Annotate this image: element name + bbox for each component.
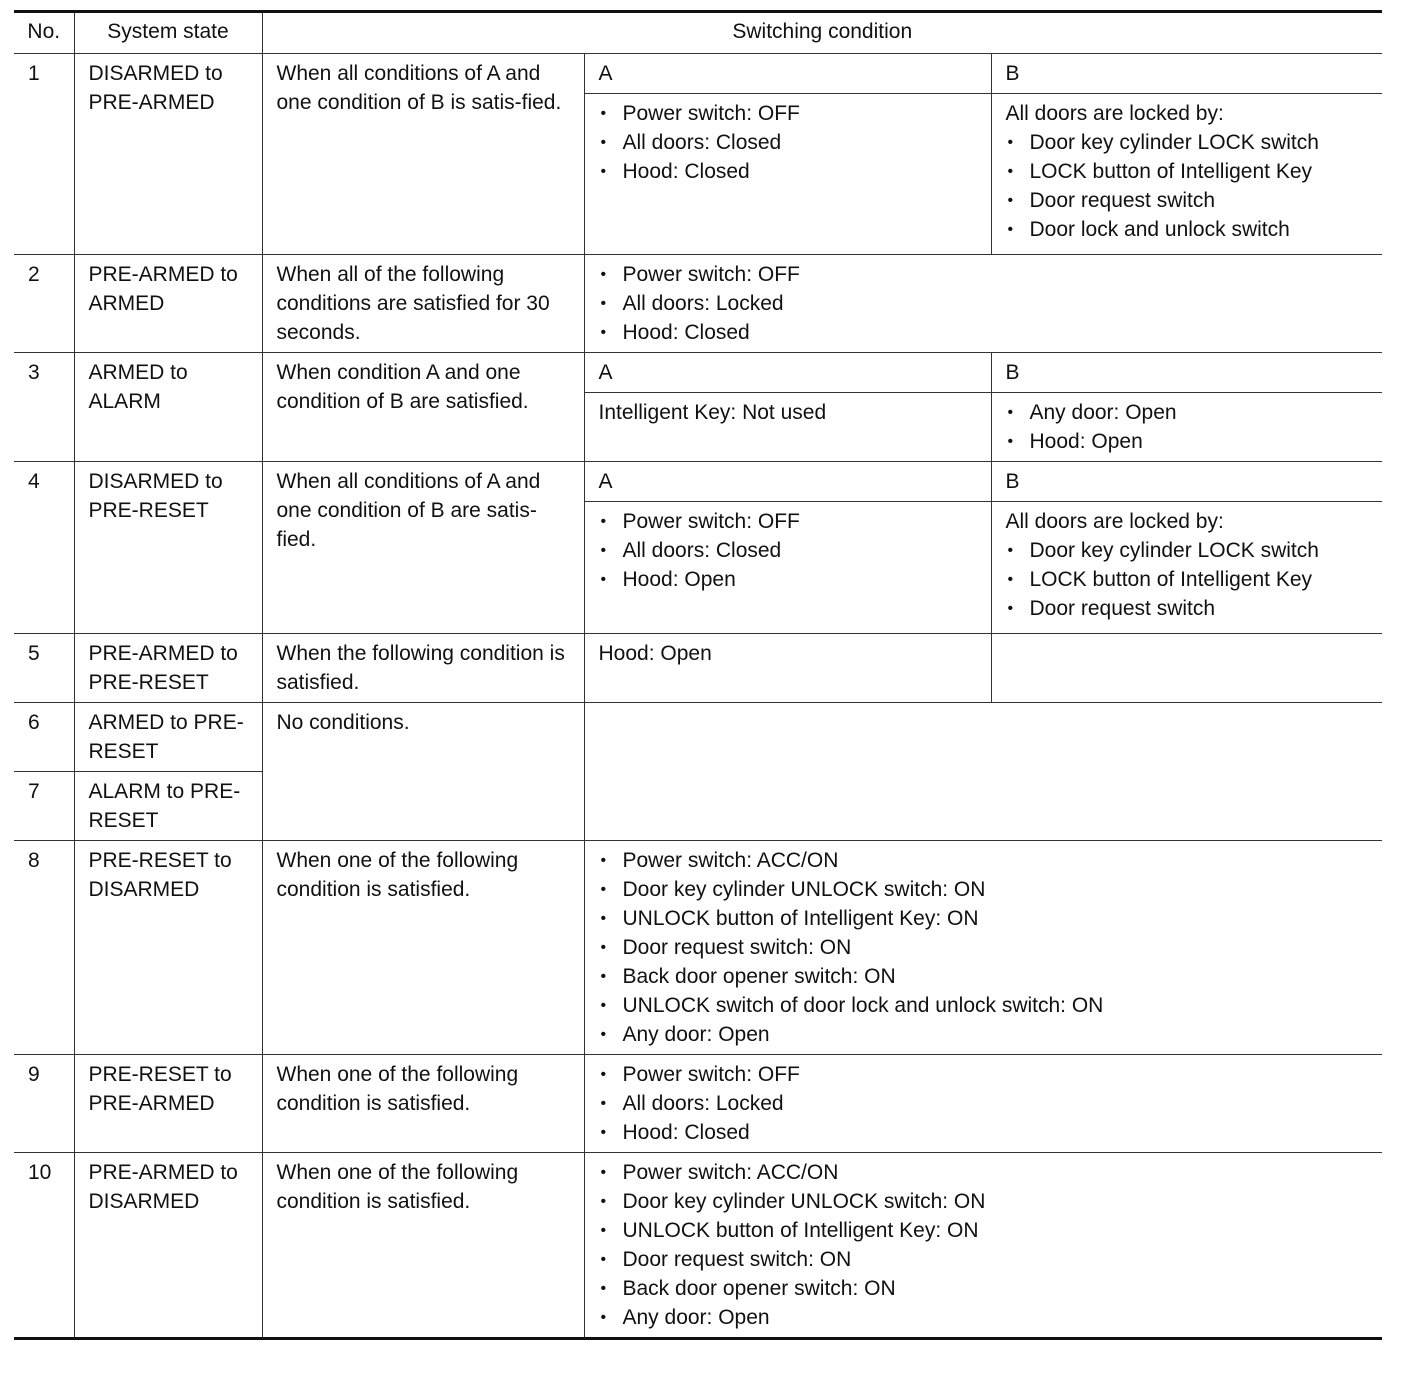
list-item: • All doors: Closed	[599, 536, 977, 565]
list-item: • Hood: Closed	[599, 157, 977, 186]
condition-description: No conditions.	[262, 703, 584, 841]
column-a-label: A	[584, 353, 991, 393]
column-a-label: A	[584, 54, 991, 94]
header-switching-condition: Switching condition	[262, 12, 1382, 54]
condition-cell	[584, 703, 1382, 841]
table-row	[14, 841, 1382, 1055]
row-number: 6	[14, 703, 74, 772]
condition-cell	[584, 1055, 1382, 1153]
system-state: DISARMED to PRE-ARMED	[74, 54, 262, 255]
list-item: • UNLOCK button of Intelligent Key: ON	[599, 904, 1369, 933]
list-item: • Power switch: ACC/ON	[599, 1158, 1369, 1187]
condition-b-intro: All doors are locked by:	[1005, 510, 1224, 533]
row-number: 2	[14, 255, 74, 353]
header-system-state: System state	[74, 12, 262, 54]
system-state: DISARMED to PRE-RESET	[74, 462, 262, 634]
condition-a-cell: Hood: Open	[584, 634, 991, 703]
table-row	[14, 1153, 1382, 1339]
list-item: • Any door: Open	[1006, 398, 1369, 427]
table-row	[14, 462, 1382, 502]
list-item: • Door key cylinder LOCK switch	[1006, 128, 1369, 157]
condition-list	[599, 1060, 1369, 1147]
table-row	[14, 255, 1382, 353]
list-item: • All doors: Locked	[599, 1089, 1369, 1118]
condition-list	[599, 260, 1369, 347]
row-number: 3	[14, 353, 74, 462]
condition-a-cell	[584, 502, 991, 634]
list-item: • Power switch: ACC/ON	[599, 846, 1369, 875]
header-row	[14, 12, 1382, 54]
list-item: • Door key cylinder UNLOCK switch: ON	[599, 875, 1369, 904]
list-item: • Back door opener switch: ON	[599, 962, 1369, 991]
condition-a-list	[599, 507, 977, 594]
system-state: ALARM to PRE-RESET	[74, 772, 262, 841]
condition-b-intro: All doors are locked by:	[1005, 102, 1224, 125]
list-item: • UNLOCK button of Intelligent Key: ON	[599, 1216, 1369, 1245]
system-state: ARMED to ALARM	[74, 353, 262, 462]
list-item: • All doors: Locked	[599, 289, 1369, 318]
system-state: PRE-RESET to PRE-ARMED	[74, 1055, 262, 1153]
condition-description: When one of the following condition is satisfied.	[262, 1055, 584, 1153]
row-number: 1	[14, 54, 74, 255]
list-item: • LOCK button of Intelligent Key	[1006, 565, 1369, 594]
list-item: • All doors: Closed	[599, 128, 977, 157]
list-item: • Door request switch: ON	[599, 1245, 1369, 1274]
list-item: • Hood: Closed	[599, 1118, 1369, 1147]
condition-a-cell	[584, 94, 991, 255]
condition-description: When all of the following conditions are satisfied for 30 seconds.	[262, 255, 584, 353]
system-state: PRE-ARMED to ARMED	[74, 255, 262, 353]
condition-list	[599, 1158, 1369, 1332]
list-item: • Door key cylinder LOCK switch	[1006, 536, 1369, 565]
system-state: ARMED to PRE-RESET	[74, 703, 262, 772]
table-row	[14, 54, 1382, 94]
list-item: • Door lock and unlock switch	[1006, 215, 1369, 244]
condition-b-cell	[991, 94, 1382, 255]
condition-b-cell	[991, 502, 1382, 634]
table-row	[14, 703, 1382, 772]
list-item: • Door key cylinder UNLOCK switch: ON	[599, 1187, 1369, 1216]
list-item: • Door request switch	[1006, 594, 1369, 623]
row-number: 8	[14, 841, 74, 1055]
list-item: • Door request switch	[1006, 186, 1369, 215]
list-item: • Any door: Open	[599, 1020, 1369, 1049]
condition-cell	[584, 255, 1382, 353]
condition-description: When one of the following condition is satisfied.	[262, 841, 584, 1055]
table-row	[14, 353, 1382, 393]
list-item: • Hood: Closed	[599, 318, 1369, 347]
list-item: • UNLOCK switch of door lock and unlock switch: ON	[599, 991, 1369, 1020]
condition-list	[599, 846, 1369, 1049]
list-item: • Hood: Open	[1006, 427, 1369, 456]
system-state: PRE-ARMED to PRE-RESET	[74, 634, 262, 703]
condition-a-list	[599, 99, 977, 186]
list-item: • Back door opener switch: ON	[599, 1274, 1369, 1303]
condition-cell	[584, 1153, 1382, 1339]
list-item: • Power switch: OFF	[599, 260, 1369, 289]
condition-b-cell	[991, 634, 1382, 703]
header-no: No.	[14, 12, 74, 54]
condition-description: When the following condition is satisfied.	[262, 634, 584, 703]
column-b-label: B	[991, 54, 1382, 94]
system-state: PRE-ARMED to DISARMED	[74, 1153, 262, 1339]
table-row	[14, 634, 1382, 703]
list-item: • Door request switch: ON	[599, 933, 1369, 962]
condition-description: When one of the following condition is satisfied.	[262, 1153, 584, 1339]
list-item: • Any door: Open	[599, 1303, 1369, 1332]
list-item: • Power switch: OFF	[599, 99, 977, 128]
condition-description: When condition A and one condition of B are satisfied.	[262, 353, 584, 462]
list-item: • Power switch: OFF	[599, 507, 977, 536]
condition-description: When all conditions of A and one condition of B is satis-fied.	[262, 54, 584, 255]
condition-b-list	[1006, 536, 1369, 623]
condition-description: When all conditions of A and one condition of B are satis-fied.	[262, 462, 584, 634]
table-row	[14, 1055, 1382, 1153]
row-number: 9	[14, 1055, 74, 1153]
row-number: 5	[14, 634, 74, 703]
condition-cell	[584, 841, 1382, 1055]
column-b-label: B	[991, 353, 1382, 393]
column-b-label: B	[991, 462, 1382, 502]
row-number: 7	[14, 772, 74, 841]
row-number: 4	[14, 462, 74, 634]
system-state: PRE-RESET to DISARMED	[74, 841, 262, 1055]
condition-b-list	[1006, 398, 1369, 456]
list-item: • LOCK button of Intelligent Key	[1006, 157, 1369, 186]
condition-b-cell	[991, 393, 1382, 462]
list-item: • Power switch: OFF	[599, 1060, 1369, 1089]
column-a-label: A	[584, 462, 991, 502]
row-number: 10	[14, 1153, 74, 1339]
condition-b-list	[1006, 128, 1369, 244]
condition-a-cell: Intelligent Key: Not used	[584, 393, 991, 462]
switching-condition-table	[14, 10, 1382, 1340]
list-item: • Hood: Open	[599, 565, 977, 594]
